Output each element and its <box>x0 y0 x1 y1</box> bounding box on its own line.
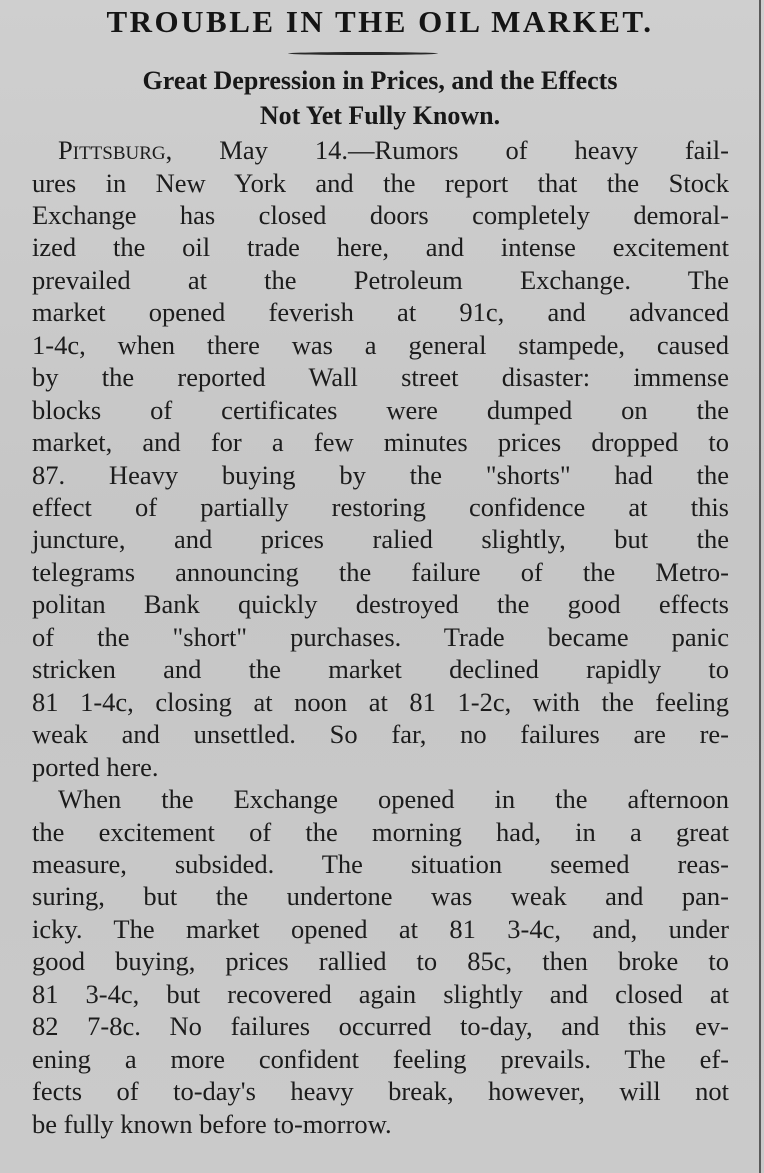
paragraph-1-line: telegrams announcing the failure of the Metro- <box>32 556 729 587</box>
paragraph-2-line: 81 3-4c, but recovered again slightly and closed at <box>32 978 729 1009</box>
paragraph-2-line: When the Exchange opened in the afternoon <box>58 784 729 814</box>
paragraph-1-line: politan Bank quickly destroyed the good effects <box>32 589 729 620</box>
paragraph-1-line: effect of partially restoring confidence at this <box>32 492 729 522</box>
paragraph-1-line: Exchange has closed doors completely demoral- <box>32 199 729 230</box>
paragraph-1-line: market opened feverish at 91c, and advanced <box>32 297 729 328</box>
paragraph-2-line: be fully known before to-morrow. <box>32 1108 392 1139</box>
paragraph-2-line: 82 7-8c. No failures occurred to-day, and this ev- <box>32 1011 729 1042</box>
paragraph-1-line: of the "short" purchases. Trade became panic <box>32 621 729 652</box>
paragraph-1-line: weak and unsettled. So far, no failures are re- <box>32 719 729 750</box>
column-rule <box>759 0 761 1173</box>
paragraph-1-line: juncture, and prices ralied slightly, but the <box>32 524 729 555</box>
headline: TROUBLE IN THE OIL MARKET. <box>106 4 654 39</box>
paragraph-1-line: ures in New York and the report that the Stock <box>32 167 729 198</box>
subhead-line-1: Great Depression in Prices, and the Effects <box>142 66 618 95</box>
paragraph-2-line: fects of to-day's heavy break, however, will not <box>32 1076 729 1107</box>
paragraph-1-line: blocks of certificates were dumped on the <box>32 394 729 425</box>
subhead-line-2: Not Yet Fully Known. <box>259 101 501 130</box>
paragraph-1-line: ported here. <box>32 751 159 782</box>
paragraph-1-line: by the reported Wall street disaster: immense <box>32 362 729 393</box>
paragraph-1-line: ized the oil trade here, and intense excitement <box>32 232 729 263</box>
dateline: Pittsburg, <box>58 135 173 165</box>
paragraph-2-line: the excitement of the morning had, in a great <box>32 816 729 847</box>
paragraph-1-line: 81 1-4c, closing at noon at 81 1-2c, with the feeling <box>32 686 729 717</box>
paragraph-1-line: 87. Heavy buying by the "shorts" had the <box>32 459 729 490</box>
paragraph-1-line: market, and for a few minutes prices dropped to <box>32 427 729 458</box>
paragraph-2-line: ening a more confident feeling prevails. The ef- <box>32 1043 729 1074</box>
paragraph-1-line: 1-4c, when there was a general stampede, caused <box>32 329 729 360</box>
headline-divider <box>288 52 438 55</box>
paragraph-1-line: prevailed at the Petroleum Exchange. The <box>32 264 729 295</box>
paragraph-2-line: suring, but the undertone was weak and pan- <box>32 881 729 912</box>
paragraph-2-line: icky. The market opened at 81 3-4c, and, under <box>32 913 729 944</box>
paragraph-1-line-1: Pittsburg, May 14.—Rumors of heavy fail- <box>58 135 729 165</box>
paragraph-2-line: measure, subsided. The situation seemed reas- <box>32 848 729 879</box>
paragraph-2-line: good buying, prices rallied to 85c, then broke to <box>32 946 729 977</box>
paragraph-1-line: stricken and the market declined rapidly to <box>32 654 729 685</box>
